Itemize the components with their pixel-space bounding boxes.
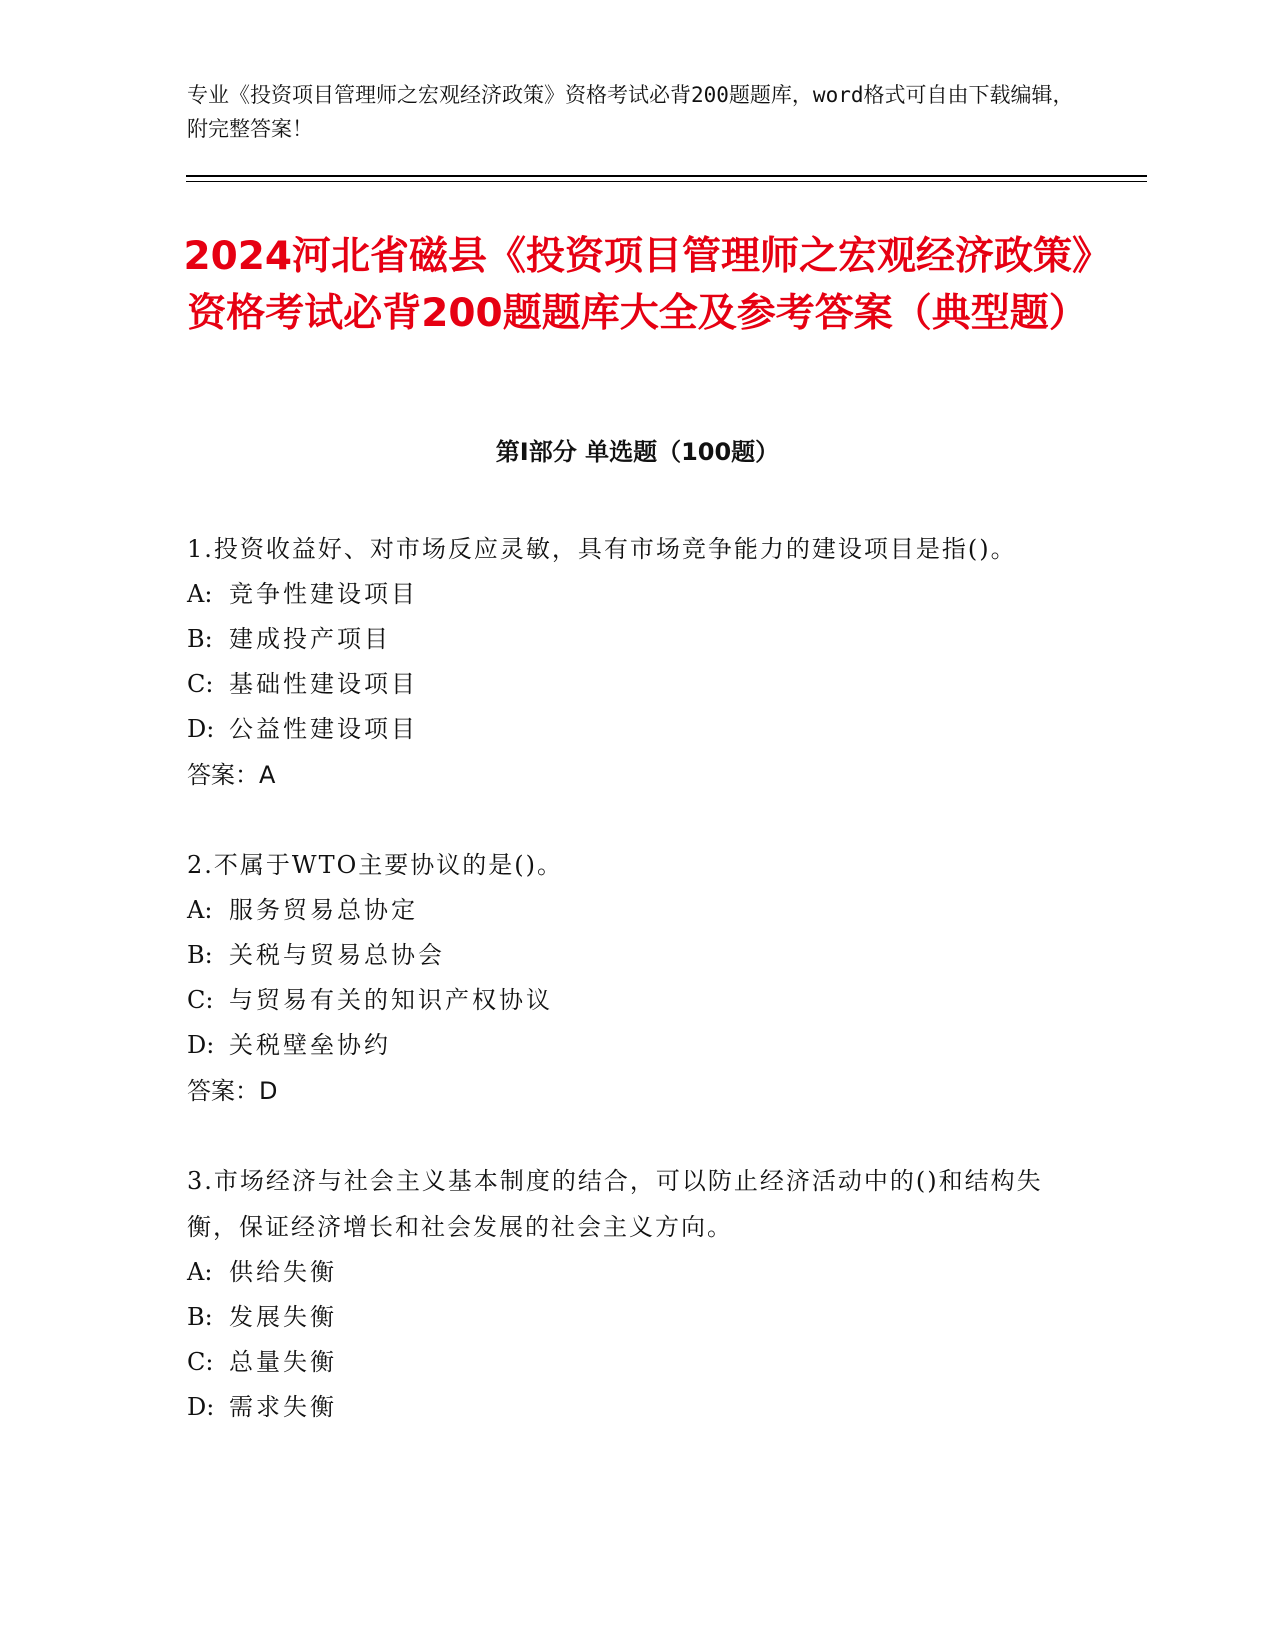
- option-letter: A:: [187, 896, 213, 924]
- option-letter: D:: [187, 1031, 215, 1059]
- option-text: 关税与贸易总协会: [229, 941, 445, 969]
- option-letter: A:: [187, 580, 213, 608]
- option-text: 建成投产项目: [229, 625, 391, 653]
- option-letter: C:: [187, 1348, 214, 1376]
- option-c: [187, 662, 1067, 707]
- option-c: [187, 1340, 1067, 1385]
- option-text: 总量失衡: [229, 1348, 337, 1376]
- option-d: [187, 1023, 1067, 1068]
- option-text: 需求失衡: [229, 1393, 337, 1421]
- option-letter: A:: [187, 1258, 213, 1286]
- option-b: [187, 617, 1067, 662]
- option-text: 竞争性建设项目: [229, 580, 418, 608]
- option-text: 供给失衡: [229, 1258, 337, 1286]
- option-letter: B:: [187, 941, 213, 969]
- option-letter: D:: [187, 715, 215, 743]
- option-text: 发展失衡: [229, 1303, 337, 1331]
- question-3: [187, 1158, 1067, 1430]
- option-letter: B:: [187, 625, 213, 653]
- header-divider-thin: [186, 181, 1147, 182]
- answer-label: 答案：A: [187, 761, 276, 789]
- option-letter: C:: [187, 670, 214, 698]
- option-c: [187, 978, 1067, 1023]
- option-a: [187, 572, 1067, 617]
- question-list: [187, 526, 1067, 1473]
- option-b: [187, 1295, 1067, 1340]
- option-b: [187, 933, 1067, 978]
- question-1: [187, 526, 1067, 799]
- option-text: 基础性建设项目: [229, 670, 418, 698]
- option-text: 公益性建设项目: [229, 715, 418, 743]
- question-2: [187, 842, 1067, 1115]
- option-text: 关税壁垒协约: [229, 1031, 391, 1059]
- question-stem: 3.市场经济与社会主义基本制度的结合，可以防止经济活动中的()和结构失衡，保证经济增长和社会发展的社会主义方向。: [187, 1167, 1043, 1241]
- option-a: [187, 1250, 1067, 1295]
- header-divider-thick: [186, 175, 1147, 177]
- option-a: [187, 888, 1067, 933]
- option-letter: D:: [187, 1393, 215, 1421]
- question-stem: 1.投资收益好、对市场反应灵敏，具有市场竞争能力的建设项目是指()。: [187, 535, 1017, 563]
- answer-label: 答案：D: [187, 1077, 278, 1105]
- document-title: 2024河北省磁县《投资项目管理师之宏观经济政策》资格考试必背200题题库大全及参考答案（典型题）: [183, 234, 1092, 336]
- option-text: 与贸易有关的知识产权协议: [229, 986, 553, 1014]
- question-stem: 2.不属于WTO主要协议的是()。: [187, 851, 563, 879]
- option-text: 服务贸易总协定: [229, 896, 418, 924]
- option-d: [187, 1385, 1067, 1430]
- section-heading: 第Ⅰ部分 单选题（100题）: [495, 438, 780, 466]
- option-letter: C:: [187, 986, 214, 1014]
- option-d: [187, 707, 1067, 752]
- option-letter: B:: [187, 1303, 213, 1331]
- header-note: 专业《投资项目管理师之宏观经济政策》资格考试必背200题题库，word格式可自由下载编辑，附完整答案！: [187, 83, 1074, 141]
